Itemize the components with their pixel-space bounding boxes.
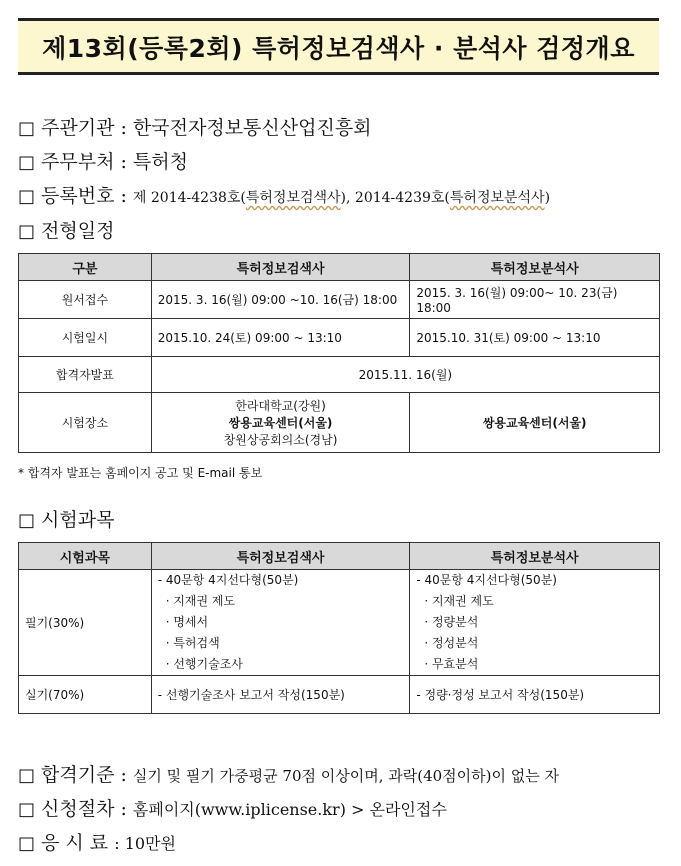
table-row	[19, 281, 660, 319]
list-item: · 선행기술조사	[165, 657, 243, 671]
table-cell: 2015.10. 24(토) 09:00 ~ 13:10	[151, 319, 410, 357]
row-label: 실기(70%)	[19, 676, 152, 714]
announcement-note: * 합격자 발표는 홈페이지 공고 및 E-mail 통보	[18, 466, 263, 480]
list-item: · 지재권 제도	[165, 594, 236, 608]
ministry-value: 특허청	[132, 151, 188, 173]
registration-label: 등록번호 :	[41, 185, 127, 207]
list-item: - 40문항 4지선다형(50분)	[416, 573, 557, 587]
table-cell: 2015. 3. 16(월) 09:00 ~10. 16(금) 18:00	[151, 281, 410, 319]
table-cell	[151, 570, 410, 676]
checkbox-bullet: □	[18, 118, 36, 139]
fee-value: : 10만원	[114, 834, 176, 853]
table-cell: 2015. 3. 16(월) 09:00~ 10. 23(금) 18:00	[410, 281, 660, 319]
venue-line: 쌍용교육센터(서울)	[228, 416, 333, 430]
pass-criteria-line	[18, 760, 559, 787]
table-cell	[151, 393, 410, 453]
registration-prefix: 제 2014-4238호(	[132, 190, 246, 206]
table-row	[19, 570, 660, 676]
table-cell: 2015.10. 31(토) 09:00 ~ 13:10	[410, 319, 660, 357]
fee-label: 응 시 료	[41, 832, 109, 854]
table-cell	[410, 570, 660, 676]
row-label: 필기(30%)	[19, 570, 152, 676]
list-item: · 정성분석	[424, 636, 479, 650]
registration-cert2: 특허정보분석사	[449, 190, 545, 206]
schedule-table	[18, 253, 660, 453]
row-label: 원서접수	[19, 281, 152, 319]
ministry-label: 주무부처 :	[41, 151, 127, 173]
table-cell: - 정량·정성 보고서 작성(150분)	[410, 676, 660, 714]
table-row	[19, 319, 660, 357]
registration-line	[18, 181, 550, 208]
header-subject: 시험과목	[19, 543, 152, 570]
fee-line	[18, 828, 176, 855]
host-label: 주관기관 :	[41, 117, 127, 139]
host-line	[18, 113, 372, 140]
row-label: 시험장소	[19, 393, 152, 453]
schedule-label: 전형일정	[41, 220, 115, 242]
list-item: · 특허검색	[165, 636, 220, 650]
list-item: · 무효분석	[424, 657, 479, 671]
registration-middle: ), 2014-4239호(	[340, 190, 450, 206]
registration-suffix: )	[544, 190, 551, 206]
header-analysis: 특허정보분석사	[410, 543, 660, 570]
checkbox-bullet: □	[18, 510, 36, 531]
registration-cert1: 특허정보검색사	[245, 190, 341, 206]
apply-label: 신청절차 :	[41, 798, 127, 820]
header-analysis: 특허정보분석사	[410, 254, 660, 281]
host-value: 한국전자정보통신산업진흥회	[132, 117, 372, 139]
venue-line: 한라대학교(강원)	[235, 399, 326, 413]
table-cell: - 선행기술조사 보고서 작성(150분)	[151, 676, 410, 714]
checkbox-bullet: □	[18, 152, 36, 173]
table-row	[19, 357, 660, 393]
subjects-label: 시험과목	[41, 509, 115, 531]
table-row	[19, 676, 660, 714]
row-label: 시험일시	[19, 319, 152, 357]
checkbox-bullet: □	[18, 833, 36, 854]
list-item: · 정량분석	[424, 615, 479, 629]
checkbox-bullet: □	[18, 186, 36, 207]
header-category: 구분	[19, 254, 152, 281]
pass-value: 실기 및 필기 가중평균 70점 이상이며, 과락(40점이하)이 없는 자	[132, 767, 559, 785]
list-item: · 지재권 제도	[424, 594, 494, 608]
table-header-row	[19, 543, 660, 570]
header-search: 특허정보검색사	[151, 254, 410, 281]
ministry-line	[18, 147, 188, 174]
title-banner	[18, 18, 659, 75]
table-header-row	[19, 254, 660, 281]
apply-line	[18, 794, 447, 821]
pass-label: 합격기준 :	[41, 764, 127, 786]
header-search: 특허정보검색사	[151, 543, 410, 570]
row-label: 합격자발표	[19, 357, 152, 393]
subjects-heading	[18, 505, 114, 532]
subjects-table	[18, 542, 660, 714]
venue-line: 창원상공회의소(경남)	[223, 433, 338, 447]
apply-value: 홈페이지(www.iplicense.kr) > 온라인접수	[132, 800, 447, 819]
table-cell-merged: 2015.11. 16(월)	[151, 357, 659, 393]
schedule-heading	[18, 216, 114, 243]
list-item: - 40문항 4지선다형(50분)	[157, 573, 299, 587]
checkbox-bullet: □	[18, 799, 36, 820]
checkbox-bullet: □	[18, 765, 36, 786]
checkbox-bullet: □	[18, 221, 36, 242]
table-cell: 쌍용교육센터(서울)	[410, 393, 660, 453]
page-title: 제13회(등록2회) 특허정보검색사 · 분석사 검정개요	[42, 33, 635, 63]
table-row	[19, 393, 660, 453]
list-item: · 명세서	[165, 615, 209, 629]
